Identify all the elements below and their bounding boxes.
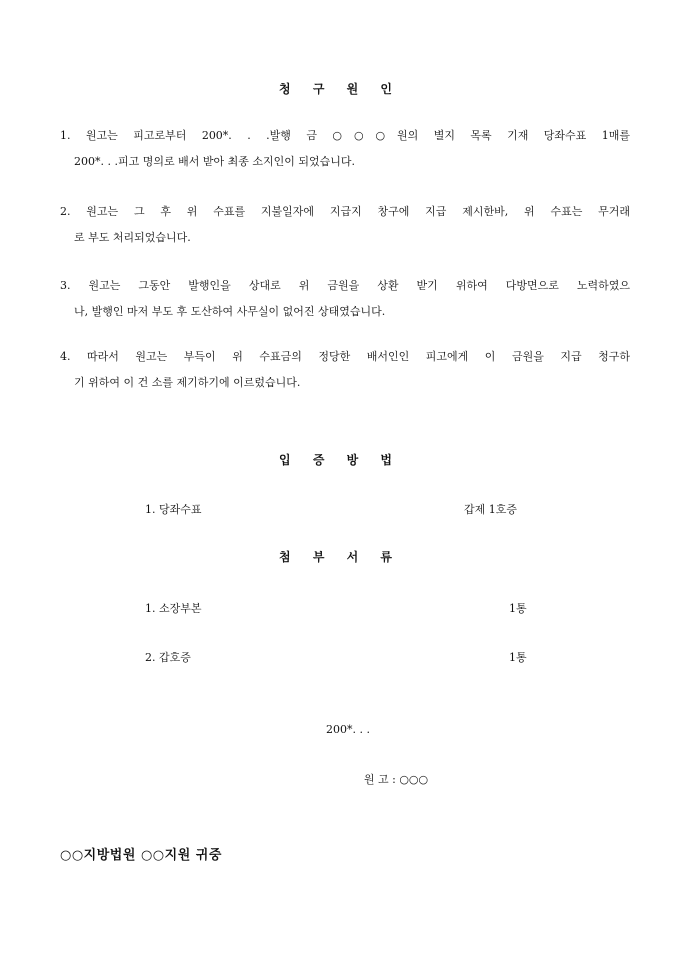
court-addressee: ○○지방법원 ○○지원 귀중 bbox=[60, 848, 222, 863]
attachment-note: 1통 bbox=[509, 651, 527, 664]
evidence-note: 갑제 1호증 bbox=[464, 503, 517, 516]
evidence-item: 1. 당좌수표 bbox=[145, 503, 202, 516]
claim-item-3 bbox=[60, 273, 630, 325]
claim-item-2 bbox=[60, 199, 630, 251]
claim-line: 2. 원고는 그 후 위 수표를 지불일자에 지급지 창구에 지급 제시한바, 위 수표는 무거래 bbox=[60, 205, 630, 218]
heading-claim-cause: 청 구 원 인 bbox=[279, 82, 401, 96]
filing-date: 200*. . . bbox=[326, 723, 370, 736]
claim-line: 나, 발행인 마저 부도 후 도산하여 사무실이 없어진 상태였습니다. bbox=[74, 305, 386, 318]
attachment-note: 1통 bbox=[509, 602, 527, 615]
claim-line: 3. 원고는 그동안 발행인을 상대로 위 금원을 상환 받기 위하여 다방면으로 노력하였으 bbox=[60, 279, 630, 292]
heading-attachments: 첨 부 서 류 bbox=[279, 550, 401, 564]
claim-item-1 bbox=[60, 123, 630, 175]
heading-evidence: 입 증 방 법 bbox=[279, 453, 401, 467]
attachment-item: 1. 소장부본 bbox=[145, 602, 202, 615]
claim-item-4 bbox=[60, 344, 630, 396]
claim-line: 200*. . .피고 명의로 배서 받아 최종 소지인이 되었습니다. bbox=[74, 155, 355, 168]
claim-line: 기 위하여 이 건 소를 제기하기에 이르렀습니다. bbox=[74, 376, 301, 389]
attachment-item: 2. 갑호증 bbox=[145, 651, 191, 664]
plaintiff-signature: 원 고 : ○○○ bbox=[363, 773, 429, 786]
claim-line: 1. 원고는 피고로부터 200*. . .발행 금 ○○○원의 별지 목록 기재 당좌수표 1매를 bbox=[60, 129, 630, 142]
claim-line: 로 부도 처리되었습니다. bbox=[74, 231, 191, 244]
claim-line: 4. 따라서 원고는 부득이 위 수표금의 정당한 배서인인 피고에게 이 금원을 지급 청구하 bbox=[60, 350, 630, 363]
